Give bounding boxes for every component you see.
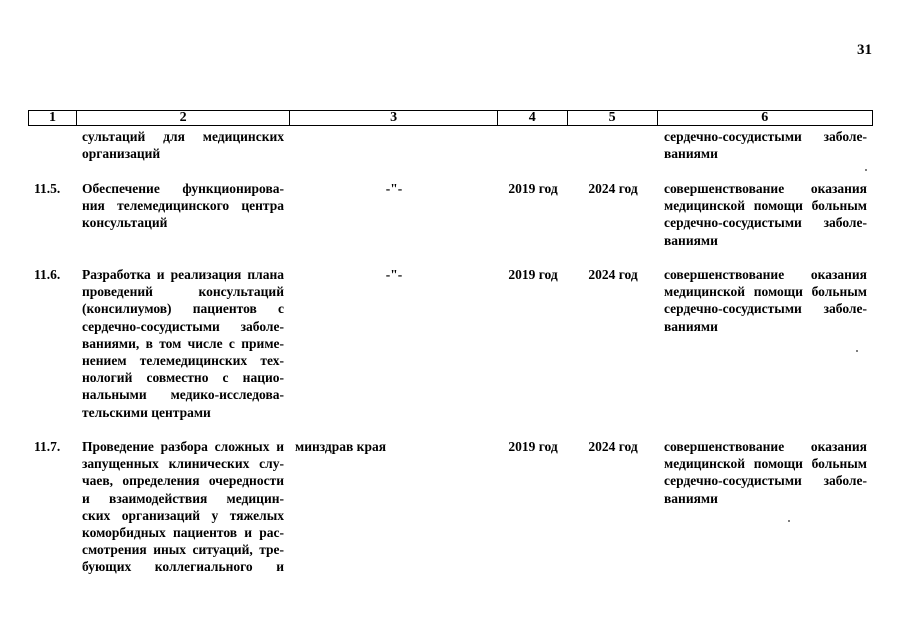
text-line: медицинской помощи больным	[664, 284, 867, 300]
header-col-6: 6	[761, 110, 769, 125]
table-header	[28, 110, 873, 126]
header-col-2: 2	[77, 111, 291, 125]
row-number: 11.6.	[34, 267, 61, 282]
measure-text	[76, 180, 290, 249]
scan-speck	[865, 169, 867, 171]
responsible	[290, 128, 498, 162]
table-row	[28, 180, 873, 249]
text-line: ваниями	[664, 232, 718, 248]
text-line: совершенствование оказания	[664, 439, 867, 454]
text-line: сердечно-сосудистыми заболе-	[664, 215, 867, 231]
text-line: смотрения иных ситуаций, тре-	[82, 542, 284, 558]
text-line: консультаций	[82, 215, 168, 231]
header-col-3: 3	[290, 111, 498, 125]
text-line: (консилиумов) пациентов с	[82, 301, 284, 317]
text-line: медицинской помощи больным	[664, 456, 867, 472]
text-line: медицинской помощи больным	[664, 198, 867, 214]
end-year: 2024 год	[588, 181, 638, 196]
responsible: минздрав края	[295, 439, 387, 454]
text-line: нальными медико-исследова-	[82, 387, 284, 403]
text-line: тельскими центрами	[82, 404, 211, 420]
header-col-1: 1	[29, 111, 77, 125]
text-line: проведений консультаций	[82, 284, 284, 300]
text-line: ваниями	[664, 490, 718, 506]
text-line: Обеспечение функционирова-	[82, 181, 284, 196]
responsible: -"-	[385, 267, 403, 282]
table-row	[28, 128, 873, 162]
result-text	[658, 438, 873, 576]
start-year: 2019 год	[508, 267, 558, 282]
result-text	[658, 128, 873, 162]
measure-text	[76, 266, 290, 421]
text-line: бующих коллегиального и	[82, 559, 284, 575]
end-year	[568, 128, 658, 162]
measure-text	[76, 128, 290, 162]
text-line: сультаций для медицинских	[82, 129, 284, 144]
header-col-4: 4	[498, 111, 568, 125]
start-year	[498, 128, 568, 162]
text-line: коморбидных пациентов и рас-	[82, 525, 284, 541]
text-line: сердечно-сосудистыми заболе-	[664, 473, 867, 489]
page-number: 31	[857, 42, 872, 58]
result-text	[658, 266, 873, 421]
text-line: нением телемедицинских тех-	[82, 353, 284, 369]
text-line: ваниями	[664, 146, 718, 162]
row-number: 11.7.	[34, 439, 61, 454]
text-line: ваниями, в том числе с приме-	[82, 335, 284, 351]
text-line: запущенных клинических слу-	[82, 456, 284, 472]
text-line: организаций	[82, 146, 161, 162]
text-line: чаев, определения очередности	[82, 473, 284, 489]
table-row	[28, 438, 873, 576]
text-line: ния телемедицинского центра	[82, 198, 284, 214]
end-year: 2024 год	[588, 267, 638, 282]
text-line: и взаимодействия медицин-	[82, 490, 284, 506]
text-line: Разработка и реализация плана	[82, 267, 284, 282]
text-line: сердечно-сосудистыми заболе-	[664, 301, 867, 317]
header-col-5: 5	[568, 111, 658, 125]
responsible: -"-	[385, 181, 403, 196]
text-line: совершенствование оказания	[664, 181, 867, 196]
text-line: сердечно-сосудистыми заболе-	[664, 129, 867, 144]
text-line: Проведение разбора сложных и	[82, 439, 284, 454]
end-year: 2024 год	[588, 439, 638, 454]
text-line: совершенствование оказания	[664, 267, 867, 282]
row-number	[28, 128, 76, 162]
text-line: сердечно-сосудистыми заболе-	[82, 318, 284, 334]
start-year: 2019 год	[508, 181, 558, 196]
row-number: 11.5.	[34, 181, 61, 196]
scan-speck	[788, 520, 790, 522]
result-text	[658, 180, 873, 249]
text-line: нологий совместно с нацио-	[82, 370, 284, 386]
text-line: ских организаций у тяжелых	[82, 507, 284, 523]
text-line: ваниями	[664, 318, 718, 334]
table-row	[28, 266, 873, 421]
measure-text	[76, 438, 290, 576]
scan-speck	[856, 350, 858, 352]
start-year: 2019 год	[508, 439, 558, 454]
